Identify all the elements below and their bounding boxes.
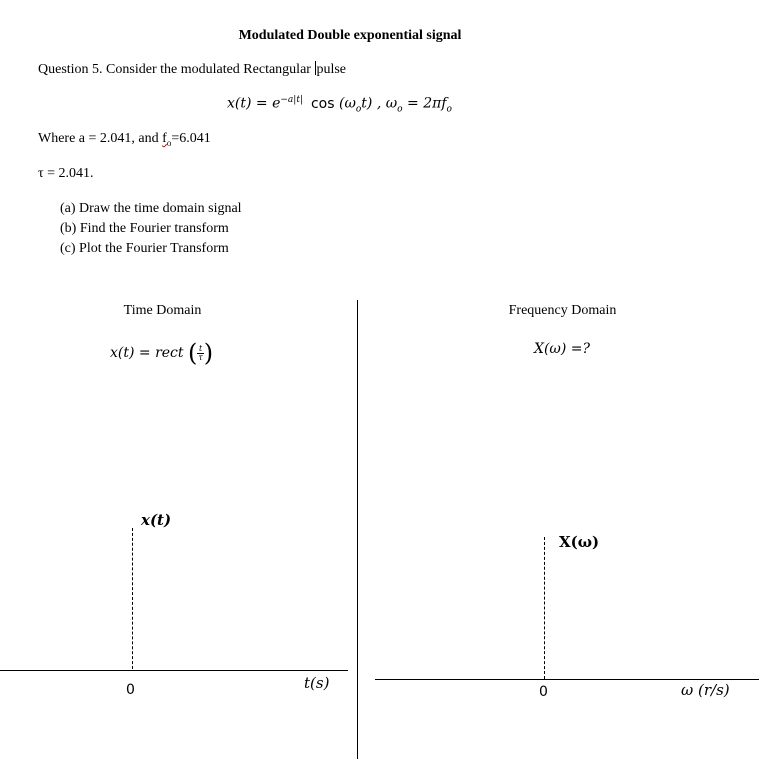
frequency-vertical-axis bbox=[544, 537, 545, 679]
formula-exponent: −a|t| bbox=[280, 95, 303, 105]
task-b: (b) Find the Fourier transform bbox=[60, 221, 229, 236]
formula-sep: , ω bbox=[372, 95, 398, 112]
frequency-axis-label: ω (r/s) bbox=[681, 681, 730, 699]
formula-arg-sub: o bbox=[355, 104, 362, 115]
time-domain-formula bbox=[110, 339, 214, 367]
task-c: (c) Plot the Fourier Transform bbox=[60, 241, 229, 256]
frequency-domain-heading: Frequency Domain bbox=[508, 303, 617, 318]
time-signal-label: x(t) bbox=[141, 511, 172, 529]
formula-lhs: x(t) = e bbox=[227, 95, 281, 112]
frequency-horizontal-axis bbox=[375, 679, 759, 680]
time-vertical-axis bbox=[132, 528, 133, 669]
formula-rhs: = 2πf bbox=[402, 95, 447, 112]
tau-line: τ = 2.041. bbox=[38, 166, 94, 181]
time-axis-label: t(s) bbox=[304, 674, 330, 692]
open-paren: ( bbox=[187, 339, 198, 367]
task-list bbox=[60, 199, 242, 259]
question-text-part2: pulse bbox=[316, 62, 347, 77]
param-fo-value: =6.041 bbox=[171, 131, 211, 146]
formula-omega-sub: o bbox=[397, 104, 403, 115]
param-fo bbox=[162, 131, 171, 146]
formula-arg-end: t) bbox=[361, 95, 373, 112]
param-fo-letter: f bbox=[162, 131, 167, 146]
time-domain-heading: Time Domain bbox=[123, 303, 202, 318]
frequency-origin-label: 0 bbox=[539, 684, 548, 700]
formula-arg: (ω bbox=[338, 95, 356, 112]
close-paren: ) bbox=[203, 339, 214, 367]
rect-lhs: x(t) = rect bbox=[110, 345, 184, 361]
parameters-line bbox=[38, 131, 211, 148]
params-where: Where a = 2.041, and bbox=[38, 131, 163, 146]
question-text-part1: Question 5. Consider the modulated Rectangular bbox=[38, 62, 315, 77]
formula-cos: cos bbox=[310, 95, 335, 112]
frequency-domain-formula bbox=[534, 341, 590, 357]
time-horizontal-axis bbox=[0, 670, 348, 671]
question-text bbox=[38, 61, 346, 78]
signal-formula bbox=[227, 95, 452, 114]
xw-formula-text: X(ω) =? bbox=[534, 341, 590, 357]
frequency-signal-label: X(ω) bbox=[559, 533, 600, 551]
page-title: Modulated Double exponential signal bbox=[238, 28, 462, 43]
task-a: (a) Draw the time domain signal bbox=[60, 201, 242, 216]
frac-den: τ bbox=[198, 352, 203, 362]
time-origin-label: 0 bbox=[126, 682, 135, 698]
param-fo-sub: o bbox=[166, 137, 172, 148]
formula-f-sub: o bbox=[446, 104, 452, 115]
section-divider bbox=[357, 300, 358, 759]
frac-num: t bbox=[198, 343, 203, 353]
